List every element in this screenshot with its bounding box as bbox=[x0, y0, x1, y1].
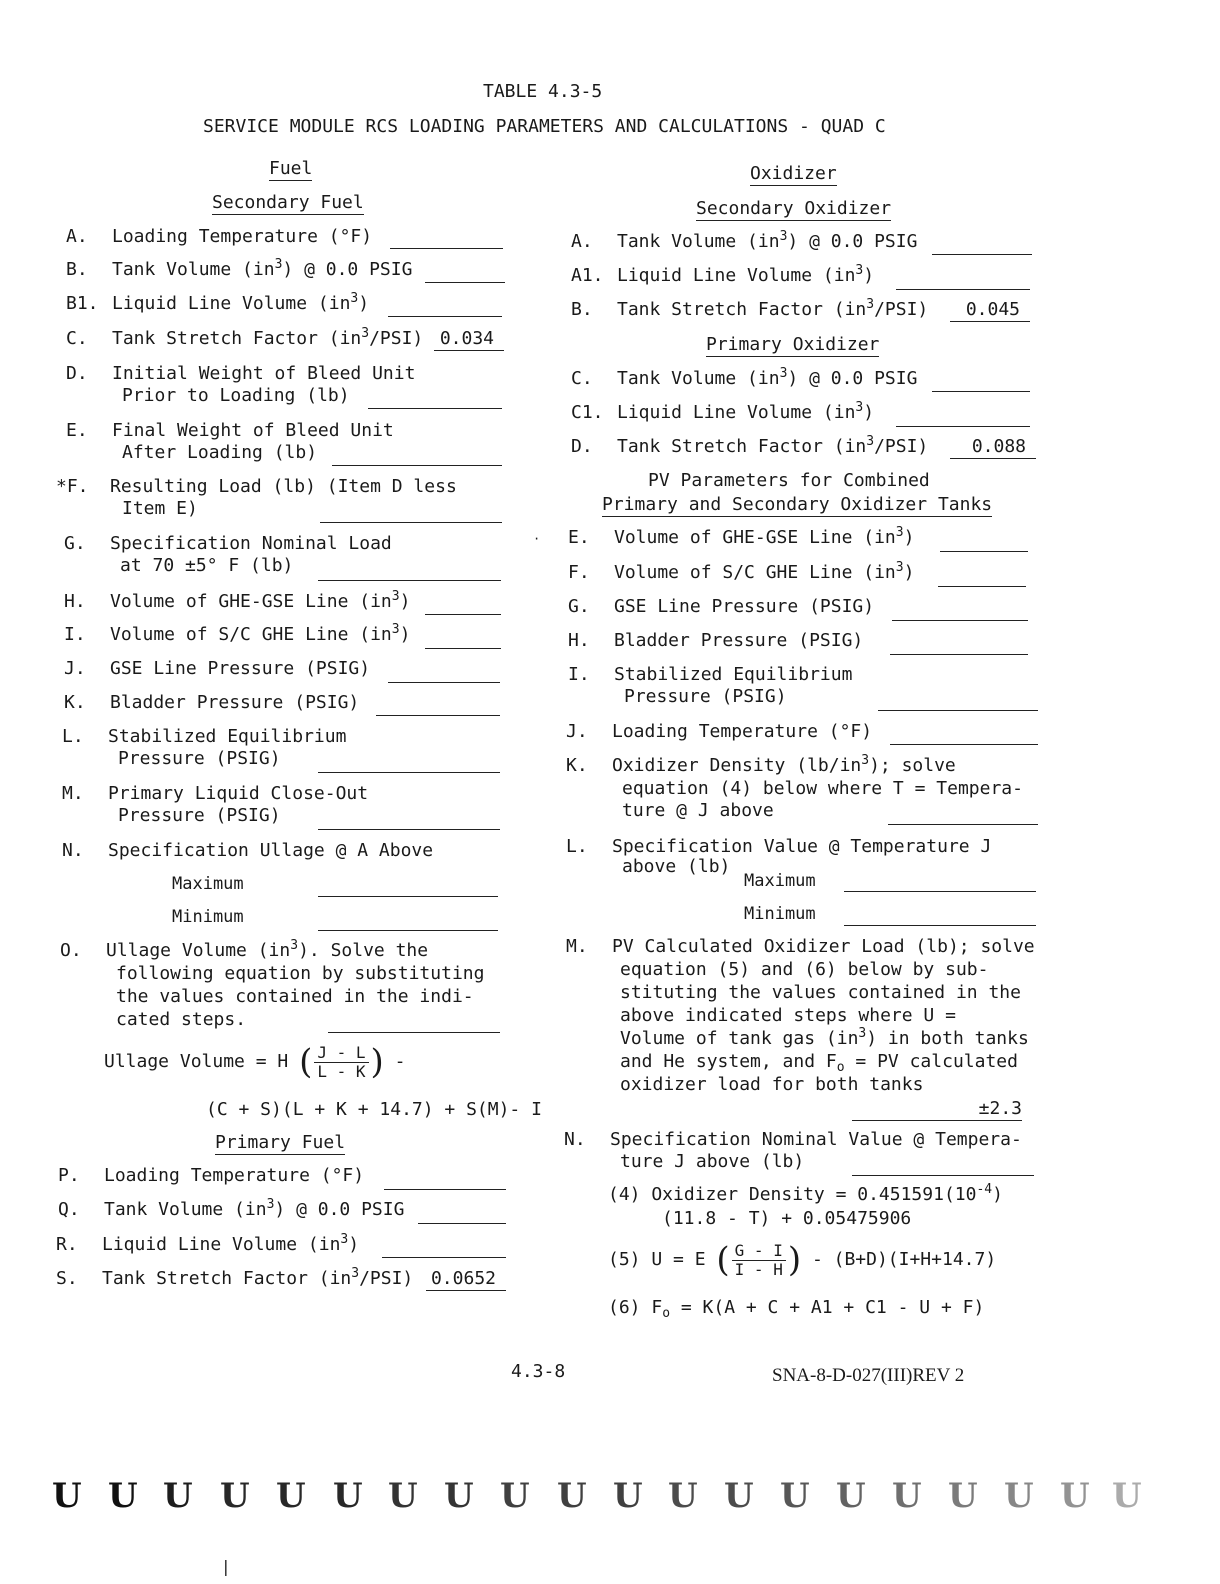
ox-item-m-line4: above indicated steps where U = bbox=[620, 1005, 956, 1026]
fuel-item-j: J. GSE Line Pressure (PSIG) bbox=[64, 658, 371, 679]
ox-item-k-line2: equation (4) below where T = Tempera- bbox=[622, 778, 1023, 799]
primary-oxidizer-heading: Primary Oxidizer bbox=[706, 334, 880, 355]
fuel-item-h: H. Volume of GHE-GSE Line $(in^3)$ bbox=[64, 589, 411, 612]
fuel-q-blank[interactable] bbox=[418, 1223, 506, 1224]
fuel-c-value: 0.034 bbox=[434, 328, 504, 351]
edge-mark: U bbox=[52, 1476, 82, 1516]
fuel-item-o-line2: following equation by substituting bbox=[116, 963, 485, 984]
ox-item-b: B. Tank Stretch Factor $(in^3/PSI)$ bbox=[571, 297, 929, 320]
oxidizer-heading: Oxidizer bbox=[750, 163, 837, 184]
ox-l-maximum-blank[interactable] bbox=[844, 891, 1036, 892]
ox-item-k-line3: ture @ J above bbox=[622, 800, 774, 821]
fuel-n-minimum-label: Minimum bbox=[172, 907, 244, 927]
eq5-fraction: $\frac{G - I}{I - H}$ bbox=[732, 1242, 786, 1279]
fuel-item-n: N. Specification Ullage @ A Above bbox=[62, 840, 434, 861]
ox-h-blank[interactable] bbox=[890, 654, 1028, 655]
ox-c1-blank[interactable] bbox=[896, 426, 1030, 427]
ox-item-n-line2: ture J above (lb) bbox=[620, 1151, 805, 1172]
equation-4-line2: (11.8 - T) + 0.05475906 bbox=[662, 1208, 912, 1229]
fuel-item-m-line2: Pressure (PSIG) bbox=[118, 805, 281, 826]
fuel-j-blank[interactable] bbox=[388, 682, 500, 683]
edge-mark: U bbox=[724, 1476, 754, 1516]
secondary-fuel-heading: Secondary Fuel bbox=[212, 192, 364, 213]
ox-item-m-line5: Volume of tank gas $(in^3)$ in both tanks bbox=[620, 1026, 1029, 1049]
edge-mark: U bbox=[163, 1476, 193, 1516]
fuel-item-f-line2: Item E) bbox=[122, 498, 198, 519]
fuel-item-f: *F. Resulting Load (lb) (Item D less bbox=[56, 476, 457, 497]
ox-item-i-line2: Pressure (PSIG) bbox=[624, 686, 787, 707]
fuel-p-blank[interactable] bbox=[384, 1189, 506, 1190]
edge-mark: U bbox=[1004, 1476, 1034, 1516]
fuel-item-o: O. Ullage Volume $(in^3)$. Solve the bbox=[60, 938, 429, 961]
ox-item-m-line7: oxidizer load for both tanks bbox=[620, 1074, 924, 1095]
edge-mark: U bbox=[500, 1476, 530, 1516]
edge-mark: U bbox=[836, 1476, 866, 1516]
fuel-item-c: C. Tank Stretch Factor $(in^3/PSI)$ bbox=[66, 326, 424, 349]
fuel-item-o-line3: the values contained in the indi- bbox=[116, 986, 474, 1007]
table-number: TABLE 4.3-5 bbox=[483, 81, 603, 102]
equation-4: (4) Oxidizer Density = $0.451591(10^{-4})$ bbox=[608, 1182, 1003, 1205]
ox-m-tolerance: ±2.3 bbox=[852, 1098, 1022, 1121]
ox-item-h: H. Bladder Pressure (PSIG) bbox=[568, 630, 864, 651]
ox-item-c: C. Tank Volume $(in^3)$ @ 0.0 PSIG bbox=[571, 366, 918, 389]
ox-item-j: J. Loading Temperature (°F) bbox=[566, 721, 873, 742]
fuel-item-d: D. Initial Weight of Bleed Unit bbox=[66, 363, 416, 384]
fuel-d-blank[interactable] bbox=[368, 408, 502, 409]
ox-i-blank[interactable] bbox=[878, 710, 1038, 711]
ox-c-blank[interactable] bbox=[932, 391, 1030, 392]
fuel-item-l-line2: Pressure (PSIG) bbox=[118, 748, 281, 769]
pv-heading-line2: Primary and Secondary Oxidizer Tanks bbox=[602, 494, 993, 515]
ox-l-maximum-label: Maximum bbox=[744, 871, 816, 891]
fuel-n-maximum-blank[interactable] bbox=[318, 896, 498, 897]
fuel-f-blank[interactable] bbox=[320, 522, 502, 523]
fuel-item-r: R. Liquid Line Volume $(in^3)$ bbox=[56, 1232, 360, 1255]
ox-e-blank[interactable] bbox=[940, 551, 1028, 552]
ullage-fraction: $\frac{J - L}{L - K}$ bbox=[314, 1044, 368, 1081]
ox-item-m-line3: stituting the values contained in the bbox=[620, 982, 1021, 1003]
ox-a-blank[interactable] bbox=[932, 254, 1032, 255]
fuel-r-blank[interactable] bbox=[382, 1257, 506, 1258]
fuel-n-maximum-label: Maximum bbox=[172, 874, 244, 894]
fuel-item-l: L. Stabilized Equilibrium bbox=[62, 726, 347, 747]
document-id: SNA-8-D-027(III)REV 2 bbox=[772, 1365, 965, 1386]
fuel-a-blank[interactable] bbox=[390, 248, 503, 249]
fuel-o-blank[interactable] bbox=[328, 1032, 500, 1033]
fuel-item-m: M. Primary Liquid Close-Out bbox=[62, 783, 369, 804]
page-title: SERVICE MODULE RCS LOADING PARAMETERS AND CALCULATIONS - QUAD C bbox=[203, 116, 886, 137]
fuel-item-q: Q. Tank Volume $(in^3)$ @ 0.0 PSIG bbox=[58, 1197, 405, 1220]
edge-mark: U bbox=[613, 1476, 643, 1516]
equation-5: (5) U = E ( $\frac{G - I}{I - H}$ ) - (B+D)(I+H+14.7) bbox=[608, 1240, 997, 1280]
ox-l-minimum-label: Minimum bbox=[744, 904, 816, 924]
ox-item-i: I. Stabilized Equilibrium bbox=[568, 664, 853, 685]
fuel-l-blank[interactable] bbox=[318, 772, 500, 773]
ox-f-blank[interactable] bbox=[938, 586, 1026, 587]
fuel-item-g: G. Specification Nominal Load bbox=[64, 533, 392, 554]
fuel-item-b: B. Tank Volume $(in^3)$ @ 0.0 PSIG bbox=[66, 257, 413, 280]
edge-mark: U bbox=[388, 1476, 418, 1516]
edge-mark: U bbox=[892, 1476, 922, 1516]
ox-item-d: D. Tank Stretch Factor $(in^3/PSI)$ bbox=[571, 434, 929, 457]
ox-a1-blank[interactable] bbox=[896, 289, 1030, 290]
fuel-b1-blank[interactable] bbox=[388, 316, 502, 317]
fuel-i-blank[interactable] bbox=[425, 648, 501, 649]
ox-item-m: M. PV Calculated Oxidizer Load (lb); solve bbox=[566, 936, 1035, 957]
ox-d-value: 0.088 bbox=[950, 436, 1036, 459]
edge-mark: U bbox=[1060, 1476, 1090, 1516]
ox-b-value: 0.045 bbox=[950, 299, 1030, 322]
ox-item-f: F. Volume of S/C GHE Line $(in^3)$ bbox=[568, 560, 915, 583]
fuel-g-blank[interactable] bbox=[318, 580, 501, 581]
fuel-item-o-line4: cated steps. bbox=[116, 1009, 247, 1030]
fuel-item-i: I. Volume of S/C GHE Line $(in^3)$ bbox=[64, 622, 411, 645]
ox-n-blank[interactable] bbox=[852, 1175, 1034, 1176]
ox-item-m-line2: equation (5) and (6) below by sub- bbox=[620, 959, 989, 980]
ox-item-a: A. Tank Volume $(in^3)$ @ 0.0 PSIG bbox=[571, 229, 918, 252]
edge-mark: U bbox=[276, 1476, 306, 1516]
stray-mark: · bbox=[533, 532, 541, 546]
page-number: 4.3-8 bbox=[511, 1361, 566, 1382]
ox-item-n: N. Specification Nominal Value @ Tempera- bbox=[564, 1129, 1022, 1150]
ox-j-blank[interactable] bbox=[890, 744, 1038, 745]
ox-item-e: E. Volume of GHE-GSE Line $(in^3)$ bbox=[568, 525, 915, 548]
fuel-b-blank[interactable] bbox=[425, 282, 505, 283]
ox-item-l-line2: above (lb) bbox=[622, 856, 731, 877]
edge-mark: U bbox=[220, 1476, 250, 1516]
fuel-item-a: A. Loading Temperature (°F) bbox=[66, 226, 373, 247]
fuel-item-e: E. Final Weight of Bleed Unit bbox=[66, 420, 394, 441]
ullage-equation: Ullage Volume = H ( $\frac{J - L}{L - K}$ ) - bbox=[104, 1042, 406, 1082]
edge-mark: U bbox=[668, 1476, 698, 1516]
fuel-item-e-line2: After Loading (lb) bbox=[122, 442, 318, 463]
edge-mark: U bbox=[333, 1476, 363, 1516]
ox-item-g: G. GSE Line Pressure (PSIG) bbox=[568, 596, 875, 617]
fuel-e-blank[interactable] bbox=[332, 465, 502, 466]
edge-mark: U bbox=[557, 1476, 587, 1516]
ox-g-blank[interactable] bbox=[892, 620, 1028, 621]
edge-mark: U bbox=[780, 1476, 810, 1516]
bottom-tick: | bbox=[221, 1557, 231, 1576]
fuel-s-value: 0.0652 bbox=[426, 1268, 506, 1291]
edge-mark: U bbox=[108, 1476, 138, 1516]
fuel-h-blank[interactable] bbox=[425, 614, 501, 615]
fuel-heading: Fuel bbox=[269, 158, 313, 179]
pv-heading-line1: PV Parameters for Combined bbox=[648, 470, 930, 491]
ullage-equation-line2: (C + S)(L + K + 14.7) + S(M)- I bbox=[206, 1099, 542, 1120]
fuel-k-blank[interactable] bbox=[376, 715, 500, 716]
edge-mark: U bbox=[444, 1476, 474, 1516]
fuel-item-p: P. Loading Temperature (°F) bbox=[58, 1165, 365, 1186]
fuel-item-b1: B1. Liquid Line Volume $(in^3)$ bbox=[66, 291, 370, 314]
secondary-oxidizer-heading: Secondary Oxidizer bbox=[696, 198, 892, 219]
fuel-item-s: S. Tank Stretch Factor $(in^3/PSI)$ bbox=[56, 1266, 414, 1289]
ox-item-m-line6: and He system, and $F_o$ = PV calculated bbox=[620, 1051, 1018, 1075]
fuel-n-minimum-blank[interactable] bbox=[318, 930, 498, 931]
edge-mark: U bbox=[948, 1476, 978, 1516]
primary-fuel-heading: Primary Fuel bbox=[215, 1132, 346, 1153]
ox-item-k: K. Oxidizer Density $(lb/in^3)$; solve bbox=[566, 753, 956, 776]
fuel-m-blank[interactable] bbox=[318, 829, 500, 830]
fuel-item-d-line2: Prior to Loading (lb) bbox=[122, 385, 350, 406]
ox-item-l: L. Specification Value @ Temperature J bbox=[566, 836, 992, 857]
ox-l-minimum-blank[interactable] bbox=[844, 925, 1036, 926]
edge-mark: U bbox=[1112, 1476, 1142, 1516]
equation-6: (6) $F_o = K(A + C + A1 + C1 - U + F)$ bbox=[608, 1297, 985, 1321]
ox-item-a1: A1. Liquid Line Volume $(in^3)$ bbox=[571, 263, 875, 286]
ox-k-blank[interactable] bbox=[888, 824, 1038, 825]
fuel-item-g-line2: at 70 ±5° F (lb) bbox=[120, 555, 294, 576]
fuel-item-k: K. Bladder Pressure (PSIG) bbox=[64, 692, 360, 713]
ox-item-c1: C1. Liquid Line Volume $(in^3)$ bbox=[571, 400, 875, 423]
